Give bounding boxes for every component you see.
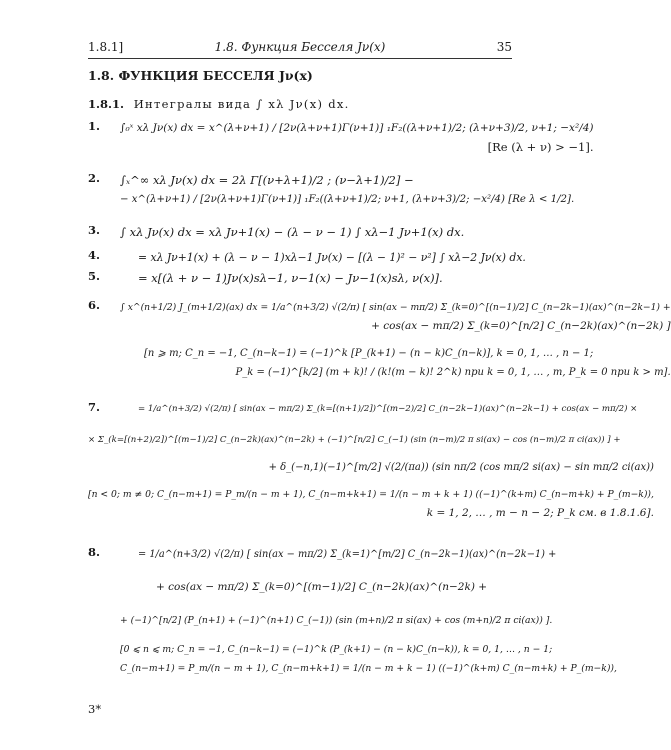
formula-line: − x^(λ+ν+1) / [2ν(λ+ν+1)Γ(ν+1)] ₁F₂((λ+ν+1)/2; ν+1, (λ+ν+3)/2; −x²/4) [Re λ < 1/2]. [120, 194, 575, 205]
header-running-title: 1.8. Функция Бесселя Jν(x) [214, 40, 386, 54]
formula-2 [88, 171, 575, 209]
formula-line: + (−1)^[n/2] (P_(n+1) + (−1)^(n+1) C_(−1)) (sin (m+n)/2 π si(ax) + cos (m+n)/2 π ci(ax)) ]. [120, 615, 553, 626]
signature-mark: 3* [88, 702, 102, 716]
formula-condition: [n < 0; m ≠ 0; C_(n−m+1) = P_m/(n − m + 1), C_(n−m+k+1) = 1/(n − m + k + 1) ((−1)^(k+m) C_(n−m+k) + P_(m−k)), [88, 489, 654, 500]
page-content [88, 66, 671, 678]
formula-number: 8. [88, 545, 101, 559]
formula-number: 4. [88, 248, 101, 262]
formula-number: 5. [88, 269, 101, 283]
formula-line: = 1/a^(n+3/2) √(2/π) [ sin(ax − mπ/2) Σ_(k=1)^[m/2] C_(n−2k−1)(ax)^(n−2k−1) + [138, 549, 557, 560]
formula-condition: [0 ⩽ n ⩽ m; C_n = −1, C_(n−k−1) = (−1)^k (P_(k+1) − (n − k)C_(n−k)), k = 0, 1, … , n − 1; [120, 644, 553, 655]
formula-line: + cos(ax − mπ/2) Σ_(k=0)^[(m−1)/2] C_(n−2k)(ax)^(n−2k) + [156, 581, 488, 593]
formula-4 [88, 248, 526, 267]
formula-line: + δ_(−n,1)(−1)^[m/2] √(2/(πa)) (sin nπ/2 (cos mπ/2 si(ax) − sin mπ/2 ci(ax)) [268, 462, 654, 473]
formula-condition: [Re (λ + ν) > −1]. [487, 140, 594, 154]
formula-condition: [n ⩾ m; C_n = −1, C_(n−k−1) = (−1)^k [P_(k+1) − (n − k)C_(n−k)], k = 0, 1, … , n − 1; [144, 348, 594, 359]
header-section-number: 1.8.1] [88, 40, 124, 54]
formula-5 [88, 269, 512, 288]
running-header [88, 40, 512, 59]
formula-8 [88, 545, 617, 678]
formula-number: 3. [88, 223, 101, 237]
formula-3 [88, 223, 512, 242]
formula-7 [88, 400, 654, 523]
formula-number: 1. [88, 119, 101, 133]
formula-condition: k = 1, 2, … , m − n − 2; P_k см. в 1.8.1.6]. [426, 507, 654, 519]
formula-1 [88, 119, 594, 157]
formula-line: = x[(λ + ν − 1)Jν(x)sλ−1, ν−1(x) − Jν−1(x)sλ, ν(x)]. [138, 271, 443, 285]
subsection-title: Интегралы вида ∫ xλ Jν(x) dx. [133, 97, 350, 111]
formula-line: + cos(ax − mπ/2) Σ_(k=0)^[n/2] C_(n−2k)(ax)^(n−2k) ] [371, 320, 671, 332]
formula-6 [88, 298, 671, 382]
formula-line: ∫ x^(n+1/2) J_(m+1/2)(ax) dx = 1/a^(n+3/2) √(2/π) [ sin(ax − mπ/2) Σ_(k=0)^[(n−1)/2] C_(n−2k−1)(ax)^(n−2k−1) + [120, 302, 671, 313]
formula-line: = xλ Jν+1(x) + (λ − ν − 1)xλ−1 Jν(x) − [(λ − 1)² − ν²] ∫ xλ−2 Jν(x) dx. [138, 251, 526, 264]
formula-number: 7. [88, 400, 101, 414]
formula-number: 6. [88, 298, 101, 312]
formula-line: = 1/a^(n+3/2) √(2/π) [ sin(ax − mπ/2) Σ_(k=[(n+1)/2])^[(m−2)/2] C_(n−2k−1)(ax)^(n−2k−1) + cos(ax − mπ/2) × [138, 404, 638, 414]
formula-line: ∫ₓ^∞ xλ Jν(x) dx = 2λ Γ[(ν+λ+1)/2 ; (ν−λ+1)/2] − [120, 173, 414, 187]
subsection-number: 1.8.1. [88, 97, 125, 111]
formula-condition: C_(n−m+1) = P_m/(n − m + 1), C_(n−m+k+1) = 1/(n − m + k − 1) ((−1)^(k+m) C_(n−m+k) + P_(m−k)), [120, 663, 617, 674]
section-title: 1.8. ФУНКЦИЯ БЕССЕЛЯ Jν(x) [88, 68, 313, 83]
formula-number: 2. [88, 171, 101, 185]
page-number: 35 [496, 40, 512, 54]
formula-line: × Σ_(k=[(n+2)/2])^[(m−1)/2] C_(n−2k)(ax)^(n−2k) + (−1)^[n/2] C_(−1) (sin (n−m)/2 π si(ax) − cos (n−m)/2 π ci(ax)) ] + [88, 435, 621, 445]
formula-condition: P_k = (−1)^[k/2] (m + k)! / (k!(m − k)! 2^k) при k = 0, 1, … , m, P_k = 0 при k > m]. [235, 367, 671, 378]
formula-line: ∫₀ˣ xλ Jν(x) dx = x^(λ+ν+1) / [2ν(λ+ν+1)Γ(ν+1)] ₁F₂((λ+ν+1)/2; (λ+ν+3)/2, ν+1; −x²/4) [120, 122, 594, 134]
formula-line: ∫ xλ Jν(x) dx = xλ Jν+1(x) − (λ − ν − 1) ∫ xλ−1 Jν+1(x) dx. [120, 225, 465, 239]
subsection-heading [88, 97, 512, 111]
